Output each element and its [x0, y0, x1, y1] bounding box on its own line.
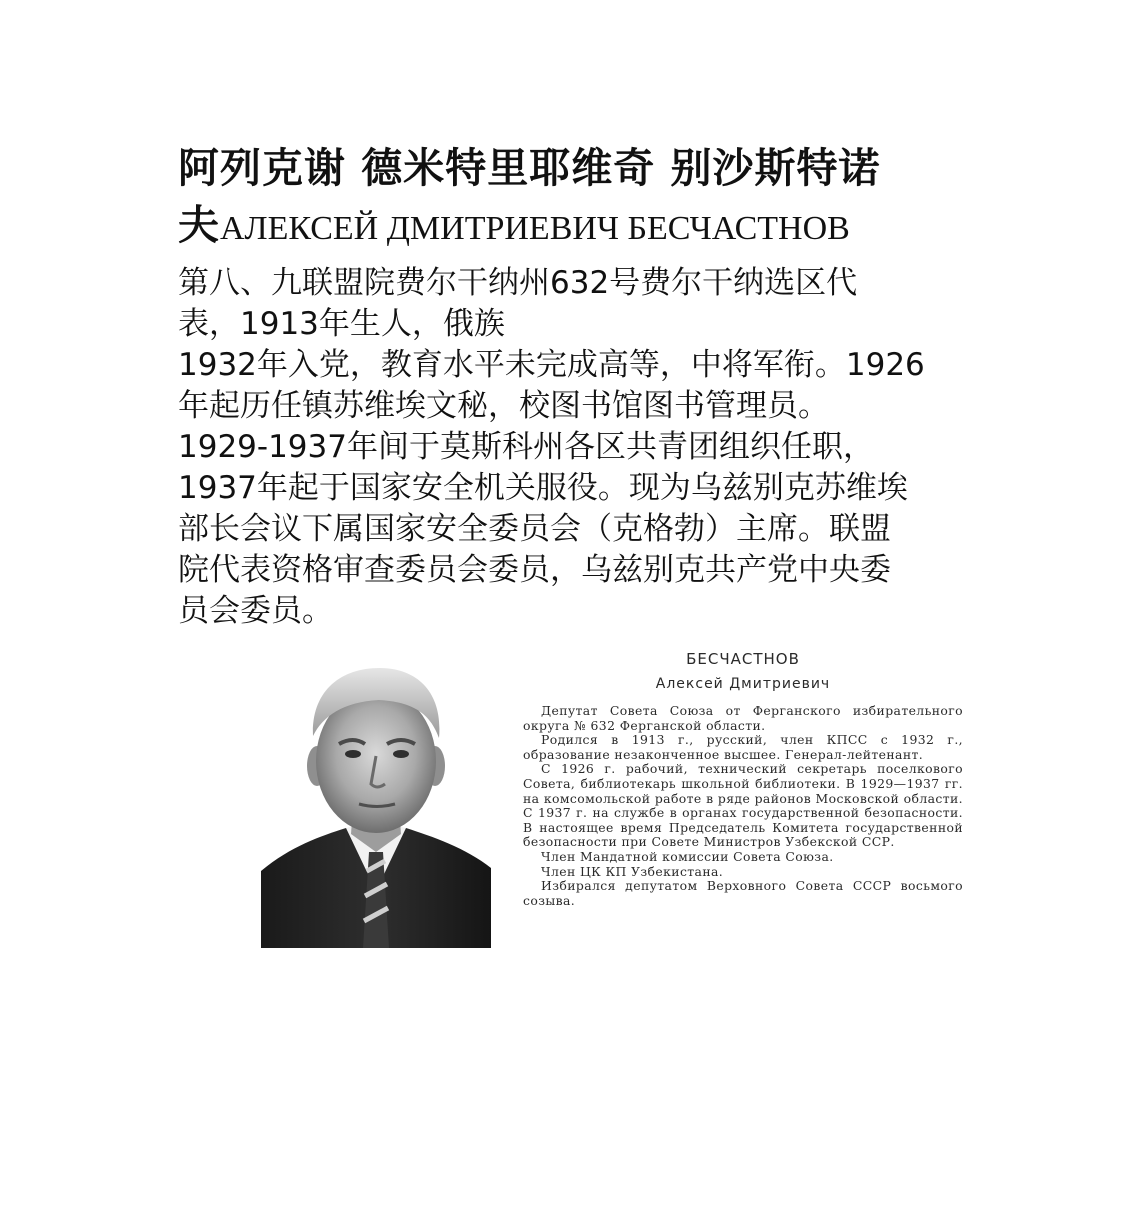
- scan-paragraph: Родился в 1913 г., русский, член КПСС с 1932 г., образование незаконченное высшее. Генерал-лейтенант.: [523, 732, 963, 762]
- ru-name: АЛЕКСЕЙ ДМИТРИЕВИЧ БЕСЧАСТНОВ: [220, 210, 850, 247]
- scan-paragraph: Член Мандатной комиссии Совета Союза.: [541, 848, 834, 864]
- cn-name-line1: 阿列克谢 德米特里耶维奇 别沙斯特诺: [178, 144, 881, 192]
- header-block: [178, 140, 998, 632]
- scanned-entry: [258, 648, 970, 978]
- bio-line: 1932年入党，教育水平未完成高等，中将军衔。1926: [178, 347, 925, 383]
- scan-paragraph: Член ЦК КП Узбекистана.: [541, 863, 724, 879]
- scanned-text-column: [523, 648, 963, 908]
- page-title: [178, 140, 998, 257]
- scan-paragraph: Избирался депутатом Верховного Совета СССР восьмого созыва.: [523, 878, 963, 908]
- bio-line: 院代表资格审查委员会委员，乌兹别克共产党中央委: [178, 552, 891, 588]
- scan-given-names: Алексей Дмитриевич: [655, 676, 831, 692]
- cn-name-line2: 夫: [178, 201, 220, 249]
- bio-line: 1937年起于国家安全机关服役。现为乌兹别克苏维埃: [178, 470, 908, 506]
- bio-line: 1929-1937年间于莫斯科州各区共青团组织任职，: [178, 429, 874, 465]
- scan-body: [523, 704, 963, 908]
- bio-text: [178, 263, 998, 632]
- bio-line: 部长会议下属国家安全委员会（克格勃）主席。联盟: [178, 511, 891, 547]
- bio-line: 第八、九联盟院费尔干纳州632号费尔干纳选区代: [178, 265, 858, 301]
- bio-line: 员会委员。: [178, 593, 333, 629]
- bio-line: 表，1913年生人，俄族: [178, 306, 505, 342]
- scan-paragraph: Депутат Совета Союза от Ферганского избирательного округа № 632 Ферганской области.: [523, 703, 963, 733]
- scan-paragraph: С 1926 г. рабочий, технический секретарь поселкового Совета, библиотекарь школьной библиотеки. В 1929—1937 гг. на комсомольской работе в ряде районов Московской области. С 1937 г. на службе в органах государственной безопасности. В настоящее время Председатель Комитета государственной безопасности при Совете Министров Узбекской ССР.: [523, 761, 963, 850]
- bio-line: 年起历任镇苏维埃文秘，校图书馆图书管理员。: [178, 388, 829, 424]
- scan-surname: БЕСЧАСТНОВ: [686, 650, 800, 668]
- portrait-photo: [261, 656, 491, 948]
